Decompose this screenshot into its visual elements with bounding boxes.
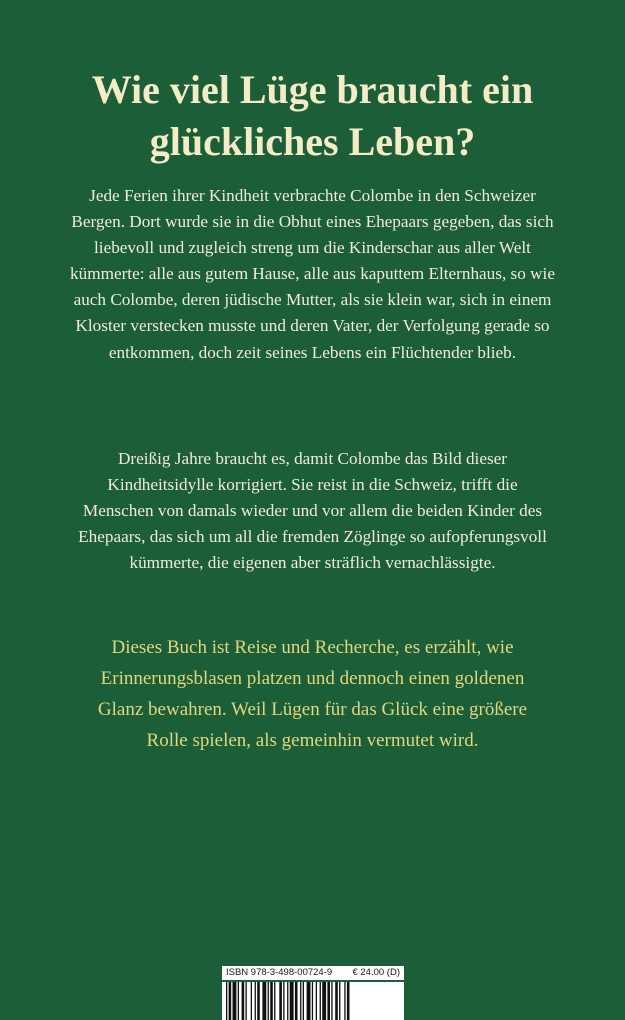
barcode-bar [335, 982, 338, 1020]
barcode-bar [322, 982, 326, 1020]
barcode-bar [255, 982, 256, 1020]
barcode-bar [279, 982, 282, 1020]
blurb-paragraph-1: Jede Ferien ihrer Kindheit verbrachte Colombe in den Schweizer Bergen. Dort wurde sie in die Obhut eines Ehepaars gegeben, das sich liebevoll und zugleich streng um die Kinderschar aus aller Welt kümmerte: alle aus gutem Hause, alle aus kaputtem Elternhaus, so wie auch Colombe, deren jüdische Mutter, als sie klein war, sich in einem Kloster verstecken musste und deren Vater, der Verfolgung gerade so entkommen, doch zeit seines Lebens ein Flüchtender blieb. [70, 186, 555, 362]
barcode-bar [229, 982, 232, 1020]
barcode-bar [268, 982, 269, 1020]
barcode-bar [307, 982, 311, 1020]
barcode-bar [238, 982, 239, 1020]
barcode-bar [233, 982, 237, 1020]
barcode-bar [274, 982, 275, 1020]
barcode-bar [344, 982, 345, 1020]
barcode-bar [320, 982, 321, 1020]
isbn-text: ISBN 978-3-498-00724-9 [226, 967, 333, 978]
barcode-bar [312, 982, 313, 1020]
barcode-bar [327, 982, 330, 1020]
price-text: € 24.00 (D) [352, 967, 400, 978]
barcode-bars [222, 982, 404, 1020]
barcode-bar [283, 982, 284, 1020]
barcode-bar [331, 982, 332, 1020]
barcode-bar [257, 982, 260, 1020]
isbn-price-line [222, 966, 404, 980]
barcode [222, 982, 404, 1020]
blurb-paragraph-2: Dreißig Jahre braucht es, damit Colombe das Bild dieser Kindheitsidylle korrigiert. Sie reist in die Schweiz, trifft die Menschen von damals wieder und vor allem die beiden Kinder des Ehepaars, das sich um all die fremden Zöglinge so aufopferungsvoll kümmerte, die eigenen aber sträflich vernachlässigte. [78, 449, 547, 573]
barcode-bar [262, 982, 266, 1020]
barcode-bar [303, 982, 304, 1020]
book-title: Wie viel Lüge braucht ein glückliches Leben? [91, 67, 534, 164]
barcode-bar [339, 982, 340, 1020]
barcode-bar [290, 982, 294, 1020]
barcode-bar [242, 982, 245, 1020]
barcode-bar [295, 982, 298, 1020]
barcode-bar [316, 982, 317, 1020]
barcode-bar [300, 982, 301, 1020]
barcode-bar [226, 982, 227, 1020]
barcode-bar [347, 982, 350, 1020]
barcode-bar [246, 982, 247, 1020]
barcode-bar [251, 982, 252, 1020]
barcode-bar [287, 982, 288, 1020]
highlight-paragraph: Dieses Buch ist Reise und Recherche, es erzählt, wie Erinnerungsblasen platzen und dennoch einen goldenen Glanz bewahren. Weil Lügen für das Glück eine größere Rolle spielen, als gemeinhin vermutet wird. [97, 637, 528, 751]
barcode-bar [270, 982, 273, 1020]
